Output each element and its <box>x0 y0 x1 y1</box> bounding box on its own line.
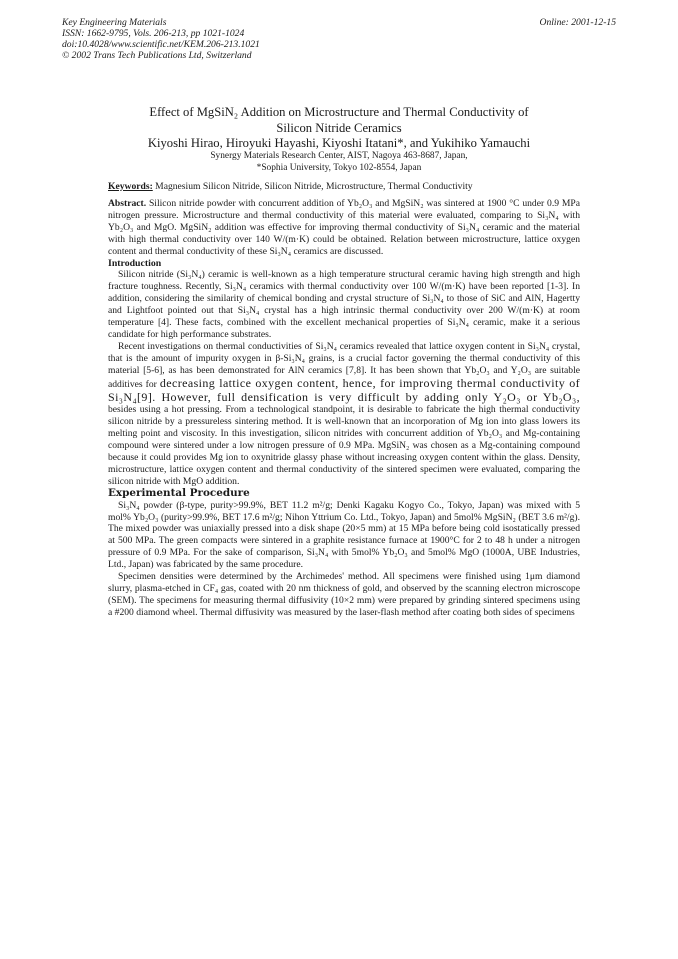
keywords-label: Keywords: <box>108 181 153 192</box>
intro-paragraph-2 <box>108 341 580 488</box>
keywords-text: Magnesium Silicon Nitride, Silicon Nitride, Microstructure, Thermal Conductivity <box>152 181 473 192</box>
experimental-paragraph-2: Specimen densities were determined by the Archimedes' method. All specimens were finished using 1μm diamond slurry, plasma-etched in CF₄ gas, coated with 20 nm thickness of gold, and observed by the scanning electron microscope (SEM). The specimens for measuring thermal diffusivity (10×2 mm) were prepared by grinding sintered specimens using a #200 diamond wheel. Thermal diffusivity was measured by the laser-flash method after coating both sides of specimens <box>108 571 580 618</box>
issn-line: ISSN: 1662-9795, Vols. 206-213, pp 1021-1024 <box>62 28 245 39</box>
affiliation-1: Synergy Materials Research Center, AIST, Nagoya 463-8687, Japan, <box>210 151 468 161</box>
intro-paragraph-1: Silicon nitride (Si₃N₄) ceramic is well-known as a high temperature structural ceramic having high strength and high fracture toughness. Recently, Si₃N₄ ceramics with thermal conductivity over 100 W/(m·K) have been reported [1-3]. In addition, considering the similarity of chemical bonding and crystal structure of Si₃N₄ to those of SiC and AlN, Hagertty and Lightfoot pointed out that Si₃N₄ crystal has a high intrinsic thermal conductivity over 200 W/(m·K) at room temperature [4]. These facts, combined with the excellent mechanical properties of Si₃N₄ ceramic, make it a serious candidate for high performance substrates. <box>108 269 580 340</box>
intro-p2-part-a: Recent investigations on thermal conductivities of Si₃N₄ ceramics revealed that lattice oxygen content in Si₃N₄ crystal, that is the amount of impurity oxygen in β-Si₃N₄ grains, is a crucial factor governing the thermal conductivity of this material [5-6], as has been demonstrated for AlN ceramics [7,8]. It has been shown that Yb₂O₃ and Y₂O₃ are suitable additives for <box>108 340 580 390</box>
paper-body <box>108 198 580 619</box>
abstract-label: Abstract. <box>108 198 147 209</box>
intro-p2-part-b: decreasing lattice oxygen content, hence, for improving thermal conductivity of Si₃N₄[9]. However, full densification is very difficult by adding only Y₂O₃ or Yb₂O₃, <box>108 375 580 404</box>
experimental-heading: Experimental Procedure <box>108 486 250 499</box>
abstract-text: Silicon nitride powder with concurrent addition of Yb₂O₃ and MgSiN₂ was sintered at 1900 °C under 0.9 MPa nitrogen pressure. Microstructure and thermal conductivity of this material were evaluated, comparing to Si₃N₄ with Yb₂O₃ and MgO. MgSiN₂ addition was effective for improving thermal conductivity of Si₃N₄ ceramic and the material with high thermal conductivity over 140 W/(m·K) could be obtained. Relation between microstructure, lattice oxygen content and thermal conductivity of these Si₃N₄ ceramics are discussed. <box>108 198 580 257</box>
copyright-line: © 2002 Trans Tech Publications Ltd, Switzerland <box>62 50 252 61</box>
paper-title-line-2: Silicon Nitride Ceramics <box>276 121 402 135</box>
keywords-line <box>108 181 473 192</box>
introduction-heading: Introduction <box>108 257 162 269</box>
intro-p2-part-c: besides using a hot pressing. From a technological standpoint, it is desirable to fabricate the high thermal conductivity silicon nitride by a pressureless sintering method. It is well-known that an incorporation of Mg ion into glass lowers its melting point and viscosity. In this investigation, silicon nitrides with concurrent addition of Yb₂O₃ and Mg-containing compound were sintered under a low nitrogen pressure of 0.9 MPa. MgSiN₂ was chosen as a Mg-containing compound because it could provides Mg ion to oxynitride glassy phase without increasing oxygen content within the glass. Density, microstructure, lattice oxygen content and thermal conductivity of the sintered specimen were evaluated, comparing the silicon nitride with MgO addition. <box>108 404 580 487</box>
doi-line: doi:10.4028/www.scientific.net/KEM.206-213.1021 <box>62 39 260 50</box>
experimental-paragraph-1: Si₃N₄ powder (β-type, purity>99.9%, BET 11.2 m²/g; Denki Kagaku Kogyo Co., Tokyo, Japan) was mixed with 5 mol% Yb₂O₃ (purity>99.9%, BET 17.6 m²/g; Nihon Yttrium Co. Ltd., Tokyo, Japan) and 5mol% MgSiN₂ (BET 3.6 m²/g). The mixed powder was uniaxially pressed into a disk shape (20×5 mm) at 15 MPa before being cold isostatically pressed at 500 MPa. The green compacts were sintered in a graphite resistance furnace at 1900°C for 2 to 48 h under a nitrogen pressure of 0.9 MPa. For the sake of comparison, Si₃N₄ with 5mol% Yb₂O₃ and 5mol% MgO (1000A, UBE Industries, Ltd., Japan) was fabricated by the same procedure. <box>108 499 580 571</box>
affiliation-2: *Sophia University, Tokyo 102-8554, Japan <box>256 163 422 173</box>
paper-title-line-1: Effect of MgSiN₂ Addition on Microstructure and Thermal Conductivity of <box>149 105 529 119</box>
abstract <box>108 198 580 258</box>
journal-name: Key Engineering Materials <box>62 17 167 28</box>
online-date: Online: 2001-12-15 <box>539 17 616 28</box>
authors: Kiyoshi Hirao, Hiroyuki Hayashi, Kiyoshi Itatani*, and Yukihiko Yamauchi <box>147 136 531 150</box>
